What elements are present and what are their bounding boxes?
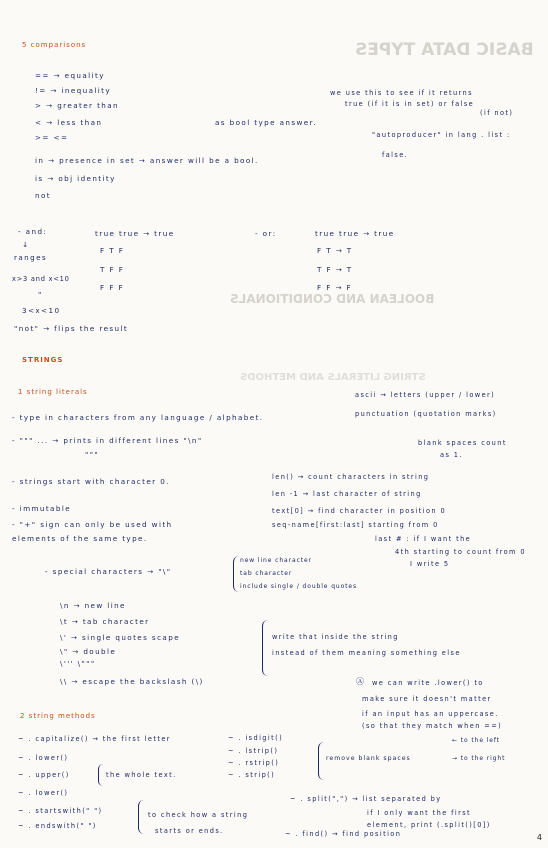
method-line: ~ . startswith(" "): [18, 807, 103, 815]
special-char-item: include single / double quotes: [240, 583, 358, 590]
method-line: ~ . find() → find position: [285, 830, 402, 838]
method-note: → to the right: [452, 755, 506, 762]
method-note: to check how a string: [148, 811, 249, 819]
bleed-heading-1: BASIC DATA TYPES: [355, 40, 534, 60]
and-truth-row: T F F: [100, 265, 125, 274]
string-note: - strings start with character 0.: [12, 477, 170, 486]
in-note-line: we use this to see if it returns: [330, 89, 473, 97]
string-note: len() → count characters in string: [272, 473, 430, 481]
brace: [318, 742, 324, 780]
string-note: ascii → letters (upper / lower): [355, 391, 496, 399]
method-line: ~ . upper(): [18, 771, 70, 779]
or-truth-row: true true → true: [315, 229, 395, 238]
method-note: if I only want the first: [367, 809, 472, 817]
string-note: text[0] → find character in position 0: [272, 507, 447, 515]
string-methods-heading: 2 string methods: [20, 712, 96, 720]
brace: [262, 620, 269, 676]
string-note: len -1 → last character of string: [272, 490, 422, 498]
comparison-note: as bool type answer.: [215, 118, 317, 127]
arrow-icon: ↓: [22, 240, 30, 249]
string-note: blank spaces count: [418, 439, 507, 447]
brace: [98, 764, 103, 786]
comparison-line: not: [35, 191, 51, 200]
escape-line: \n → new line: [60, 601, 126, 610]
ditto-mark: ": [38, 290, 43, 299]
escape-line: \t → tab character: [60, 617, 150, 626]
in-note-line: true (if it is in set) or false: [345, 100, 475, 108]
lower-note: (so that they match when ==): [362, 722, 503, 730]
page-number: 4: [536, 833, 542, 842]
and-label: - and:: [18, 227, 48, 236]
method-note: remove blank spaces: [326, 755, 411, 762]
lower-note: we can write .lower() to: [372, 679, 484, 687]
comparison-line: != → inequality: [35, 86, 112, 95]
range-expression: x>3 and x<10: [12, 275, 70, 283]
method-line: ~ . lstrip(): [228, 747, 279, 755]
range-expression: 3<x<10: [22, 306, 61, 315]
method-line: ~ . isdigit(): [228, 734, 284, 742]
ranges-label: ranges: [14, 253, 48, 262]
method-line: ~ . strip(): [228, 771, 276, 779]
method-note: ← to the left: [452, 737, 501, 744]
brace: [233, 556, 239, 592]
escape-note: write that inside the string: [272, 633, 399, 641]
brace: [138, 800, 144, 834]
string-note: punctuation (quotation marks): [355, 410, 497, 418]
or-truth-row: F T → T: [317, 246, 353, 255]
comparison-line: < → less than: [35, 118, 103, 127]
special-characters-note: - special characters → "\": [45, 567, 172, 576]
lower-note: make sure it doesn't matter: [362, 695, 492, 703]
method-line: ~ . rstrip(): [228, 759, 280, 767]
method-line: ~ . lower(): [18, 754, 69, 762]
string-note: last # : if I want the: [375, 535, 472, 543]
string-note: as 1.: [440, 451, 463, 459]
and-truth-row: F T F: [100, 246, 125, 255]
string-note: seq-name[first:last] starting from 0: [272, 521, 439, 529]
strings-heading: STRINGS: [22, 356, 64, 364]
comparison-line: > → greater than: [35, 101, 120, 110]
in-note-line: false.: [382, 151, 409, 159]
in-note-line: (if not): [480, 109, 514, 117]
escape-line: \' → single quotes scape: [60, 633, 181, 642]
comparison-line: >= <=: [35, 133, 69, 142]
comparison-line: == → equality: [35, 71, 105, 80]
string-note: - immutable: [12, 504, 72, 513]
and-truth-row: F F F: [100, 283, 124, 292]
special-char-item: new line character: [240, 557, 312, 564]
method-note: the whole text.: [106, 771, 177, 779]
string-note: elements of the same type.: [12, 534, 148, 543]
or-truth-row: T F → T: [317, 265, 353, 274]
escape-line: \\ → escape the backslash (\): [60, 677, 204, 686]
not-note: "not" → flips the result: [14, 324, 129, 333]
string-note: - """ ... → prints in different lines "\n": [12, 436, 203, 445]
and-truth-row: true true → true: [95, 229, 175, 238]
in-note-line: "autoproducer" in lang . list :: [372, 131, 511, 139]
special-char-item: tab character: [240, 570, 293, 577]
bleed-heading-2: BOOLEAN AND CONDITIONALS: [230, 292, 435, 306]
escape-line: \''' \""": [60, 659, 96, 668]
escape-line: \" → double: [60, 647, 117, 656]
lower-note: if an input has an uppercase.: [362, 710, 499, 718]
comparison-line: is → obj identity: [35, 174, 116, 183]
bleed-heading-3: STRING LITERALS AND METHODS: [240, 372, 426, 383]
string-note: 4th starting to count from 0: [395, 548, 526, 556]
string-note: """: [85, 450, 100, 459]
escape-note: instead of them meaning something else: [272, 649, 461, 657]
string-literals-heading: 1 string literals: [18, 388, 88, 396]
or-label: - or:: [255, 229, 277, 238]
comparisons-heading: 5 comparisons: [22, 41, 87, 49]
method-line: ~ . split(",") → list separated by: [290, 795, 442, 803]
string-note: - type in characters from any language / alphabet.: [12, 413, 264, 422]
method-line: ~ . capitalize() → the first letter: [18, 735, 171, 743]
circled-a-icon: Ⓐ: [356, 677, 366, 686]
or-truth-row: F F → F: [317, 283, 353, 292]
method-line: ~ . lower(): [18, 789, 69, 797]
string-note: I write 5: [410, 560, 450, 568]
method-note: element, print (.split()[0]): [367, 821, 491, 829]
comparison-line: in → presence in set → answer will be a bool.: [35, 156, 259, 165]
string-note: - "+" sign can only be used with: [12, 520, 173, 529]
method-line: ~ . endswith(" "): [18, 822, 97, 830]
method-note: starts or ends.: [155, 827, 224, 835]
